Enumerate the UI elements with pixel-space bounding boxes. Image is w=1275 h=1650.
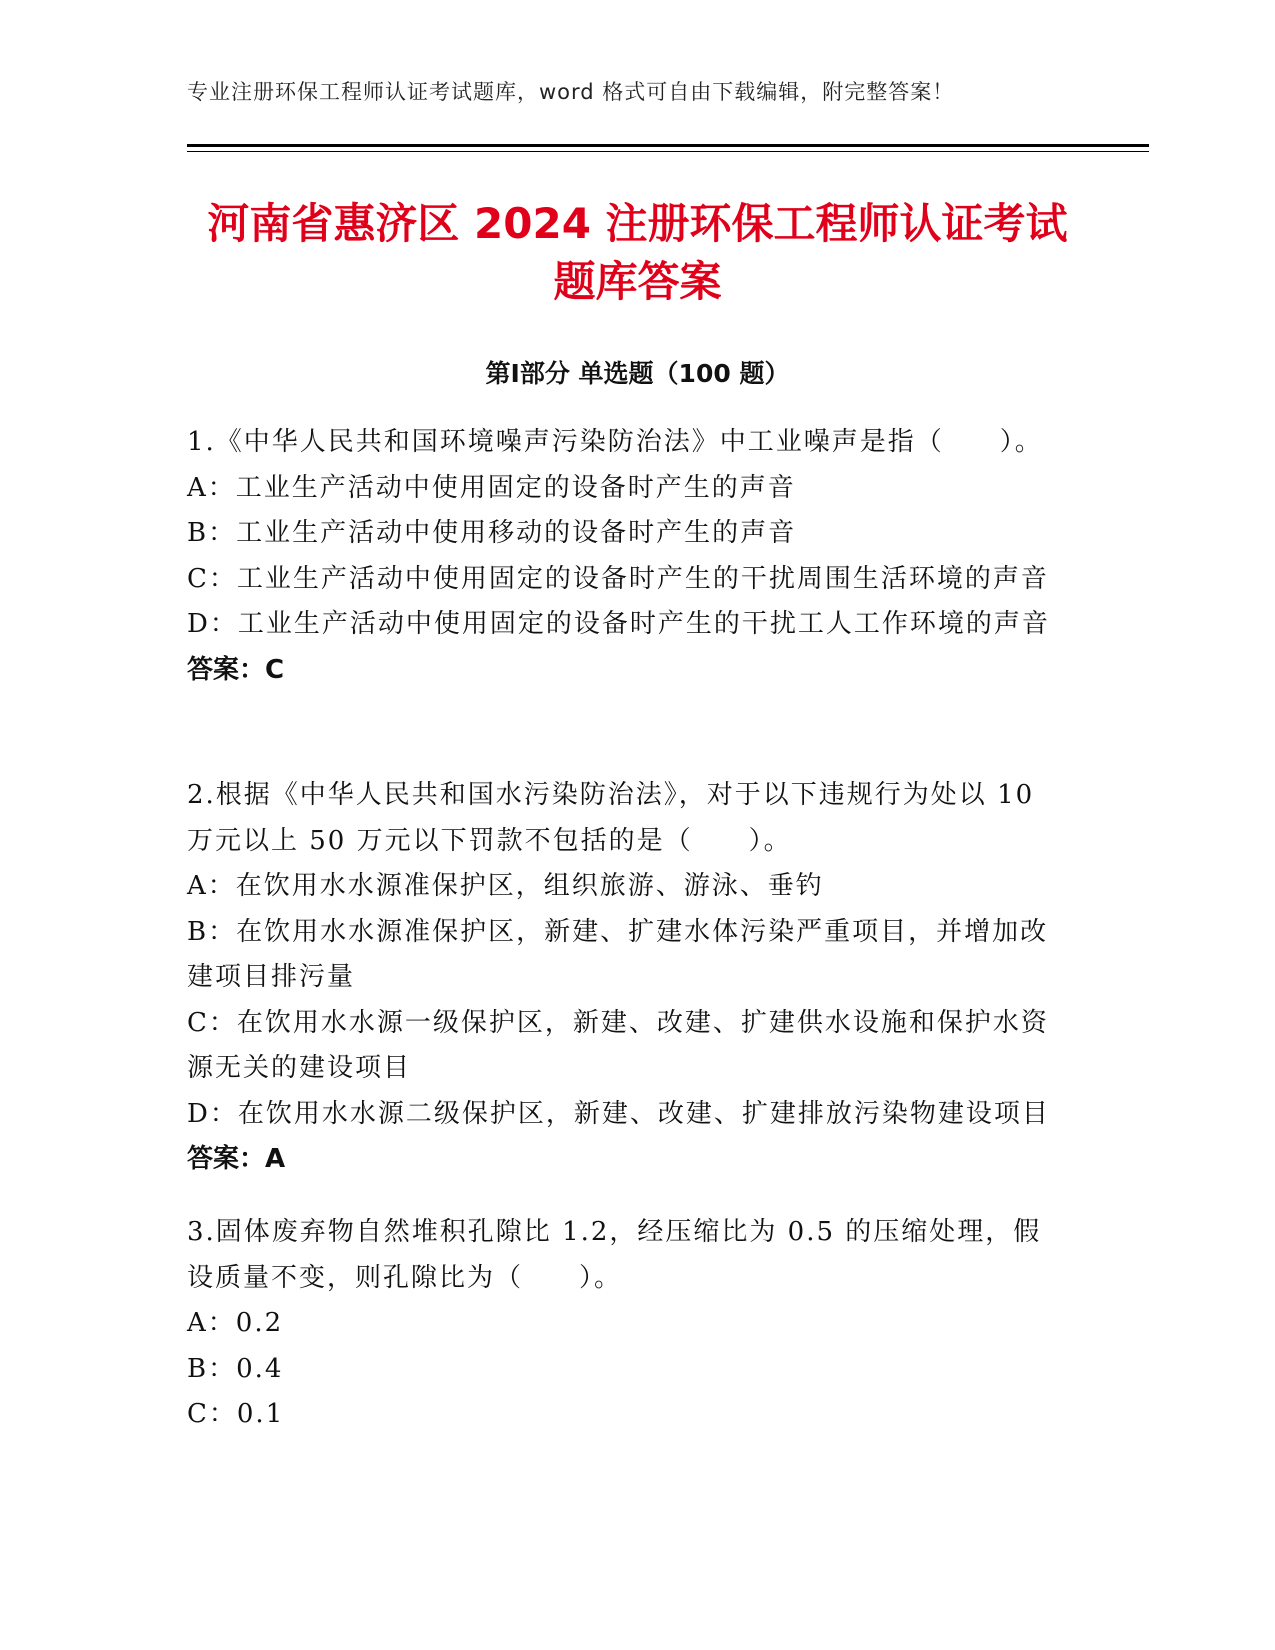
question-option: B：工业生产活动中使用移动的设备时产生的声音 — [187, 518, 797, 548]
question-option: A：0.2 — [187, 1308, 284, 1338]
section-heading: 第Ⅰ部分 单选题（100 题） — [485, 359, 790, 388]
question-option: A：工业生产活动中使用固定的设备时产生的声音 — [187, 472, 796, 503]
question-option: A：在饮用水水源准保护区，组织旅游、游泳、垂钓 — [187, 871, 824, 901]
question-option: B：0.4 — [187, 1353, 284, 1384]
answer-line: 答案：A — [187, 1144, 286, 1174]
question-1 — [187, 420, 1067, 693]
question-3 — [187, 1210, 1067, 1438]
question-stem: 1.《中华人民共和国环境噪声污染防治法》中工业噪声是指（ ）。 — [187, 427, 1043, 457]
question-option: D：在饮用水水源二级保护区，新建、改建、扩建排放污染物建设项目 — [187, 1098, 1050, 1129]
question-option: C：在饮用水水源一级保护区，新建、改建、扩建供水设施和保护水资源无关的建设项目 — [187, 1007, 1049, 1083]
question-option: C：0.1 — [187, 1399, 285, 1429]
page-header: 专业注册环保工程师认证考试题库，word 格式可自由下载编辑，附完整答案！ — [187, 80, 955, 104]
answer-line: 答案：C — [187, 654, 285, 685]
question-option: B：在饮用水水源准保护区，新建、扩建水体污染严重项目，并增加改建项目排污量 — [187, 916, 1049, 992]
question-stem: 3.固体废弃物自然堆积孔隙比 1.2，经压缩比为 0.5 的压缩处理，假设质量不变，则孔隙比为（ ）。 — [187, 1217, 1042, 1293]
title-line-1: 河南省惠济区 2024 注册环保工程师认证考试 — [207, 199, 1068, 248]
question-2 — [187, 773, 1067, 1183]
document-title — [160, 195, 1115, 311]
header-rule-thick — [187, 144, 1149, 147]
question-stem: 2.根据《中华人民共和国水污染防治法》，对于以下违规行为处以 10 万元以上 50 万元以下罚款不包括的是（ ）。 — [187, 780, 1035, 856]
question-option: D：工业生产活动中使用固定的设备时产生的干扰工人工作环境的声音 — [187, 609, 1050, 639]
title-line-2: 题库答案 — [553, 257, 722, 306]
question-option: C：工业生产活动中使用固定的设备时产生的干扰周围生活环境的声音 — [187, 563, 1049, 594]
header-rule-thin — [187, 151, 1149, 152]
